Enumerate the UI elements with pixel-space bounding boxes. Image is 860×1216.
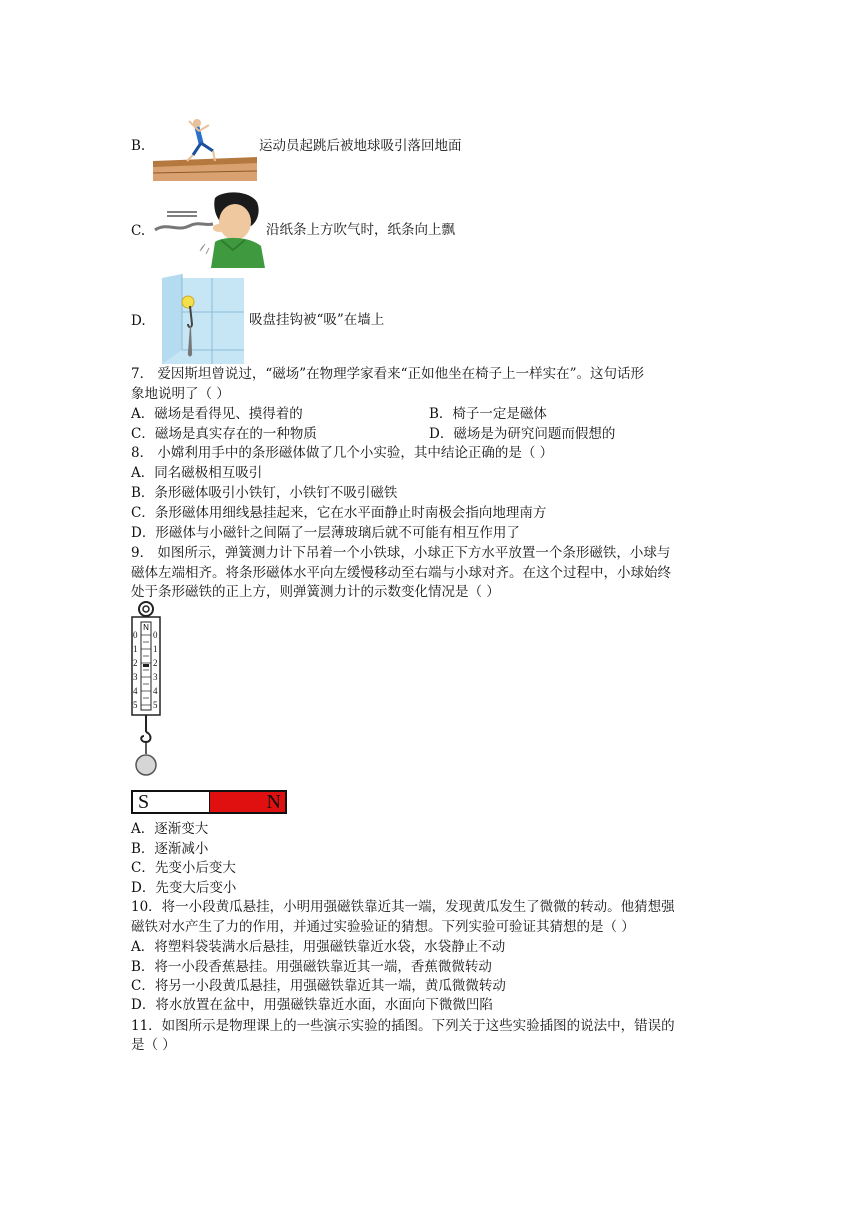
option-d: D．磁场是为研究问题而假想的 [429,426,616,442]
option-b: B．条形磁体吸引小铁钉，小铁钉不吸引磁铁 [131,485,398,501]
scale-number-right: 4 [153,686,158,696]
suction-hook-illustration [158,274,246,366]
scale-number-left: 4 [133,686,138,696]
option-d: D．形磁体与小磁针之间隔了一层薄玻璃后就不可能有相互作用了 [131,525,520,541]
scale-number-left: 2 [133,658,138,668]
option-letter: D. [131,313,146,329]
iron-ball [136,755,156,775]
option-text: 沿纸条上方吹气时，纸条向上飘 [266,222,455,238]
scale-unit-label: N [143,623,149,632]
question-stem-line: 磁铁对水产生了力的作用，并通过实验验证的猜想。下列实验可验证其猜想的是（ ） [131,919,635,935]
option-text: 运动员起跳后被地球吸引落回地面 [259,138,462,154]
option-c: C．将另一小段黄瓜悬挂，用强磁铁靠近其一端，黄瓜微微转动 [131,978,506,994]
question-stem-line: 7． 爱因斯坦曾说过，“磁场”在物理学家看来“正如他坐在椅子上一样实在”。这句话形 [131,366,644,382]
scale-pointer [143,664,149,667]
question-stem-line: 8． 小嫦利用手中的条形磁体做了几个小实验，其中结论正确的是（ ） [131,445,554,461]
option-a: A．逐渐变大 [131,821,209,837]
scale-number-right: 3 [153,672,158,682]
option-letter: C. [131,223,146,239]
athlete-jump-illustration [153,113,261,187]
scale-number-right: 5 [153,700,158,710]
option-a: A．将塑料袋装满水后悬挂，用强磁铁靠近水袋，水袋静止不动 [131,939,506,955]
option-text: 吸盘挂钩被“吸”在墙上 [249,312,385,328]
question-stem-line: 11．如图所示是物理课上的一些演示实验的插图。下列关于这些实验插图的说法中，错误的 [131,1018,675,1034]
option-letter: B. [131,138,146,154]
question-stem-line: 10．将一小段黄瓜悬挂，小明用强磁铁靠近其一端，发现黄瓜发生了微微的转动。他猜想强 [131,899,675,915]
option-a: A．磁场是看得见、摸得着的 [131,406,303,422]
option-c: C．磁场是真实存在的一种物质 [131,426,317,442]
question-stem-line: 是（ ） [131,1037,176,1053]
spring-scale-illustration [126,600,166,780]
option-c: C．先变小后变大 [131,860,236,876]
option-b: B．将一小段香蕉悬挂。用强磁铁靠近其一端，香蕉微微转动 [131,959,492,975]
scale-number-left: 0 [133,630,138,640]
question-stem-line: 处于条形磁铁的正上方，则弹簧测力计的示数变化情况是（ ） [131,584,500,600]
question-stem-line: 9． 如图所示，弹簧测力计下吊着一个小铁球，小球正下方水平放置一个条形磁铁，小球与 [131,545,671,561]
scale-number-left: 5 [133,700,138,710]
scale-number-left: 1 [133,644,138,654]
blowing-paper-illustration [153,192,265,268]
option-b: B．逐渐减小 [131,841,209,857]
scale-number-left: 3 [133,672,138,682]
magnet-south-pole: S [133,792,210,812]
scale-number-right: 2 [153,658,158,668]
scale-number-right: 0 [153,630,158,640]
question-stem-line: 象地说明了（ ） [131,386,230,402]
scale-number-right: 1 [153,644,158,654]
option-c: C．条形磁体用细线悬挂起来，它在水平面静止时南极会指向地理南方 [131,505,547,521]
option-b: B．椅子一定是磁体 [429,406,547,422]
question-stem-line: 磁体左端相齐。将条形磁体水平向左缓慢移动至右端与小球对齐。在这个过程中，小球始终 [131,565,671,581]
bar-magnet [131,790,287,814]
option-a: A．同名磁极相互吸引 [131,465,263,481]
magnet-north-pole: N [210,792,285,812]
option-d: D．先变大后变小 [131,880,237,896]
option-d: D．将水放置在盆中，用强磁铁靠近水面，水面向下微微凹陷 [131,997,493,1013]
